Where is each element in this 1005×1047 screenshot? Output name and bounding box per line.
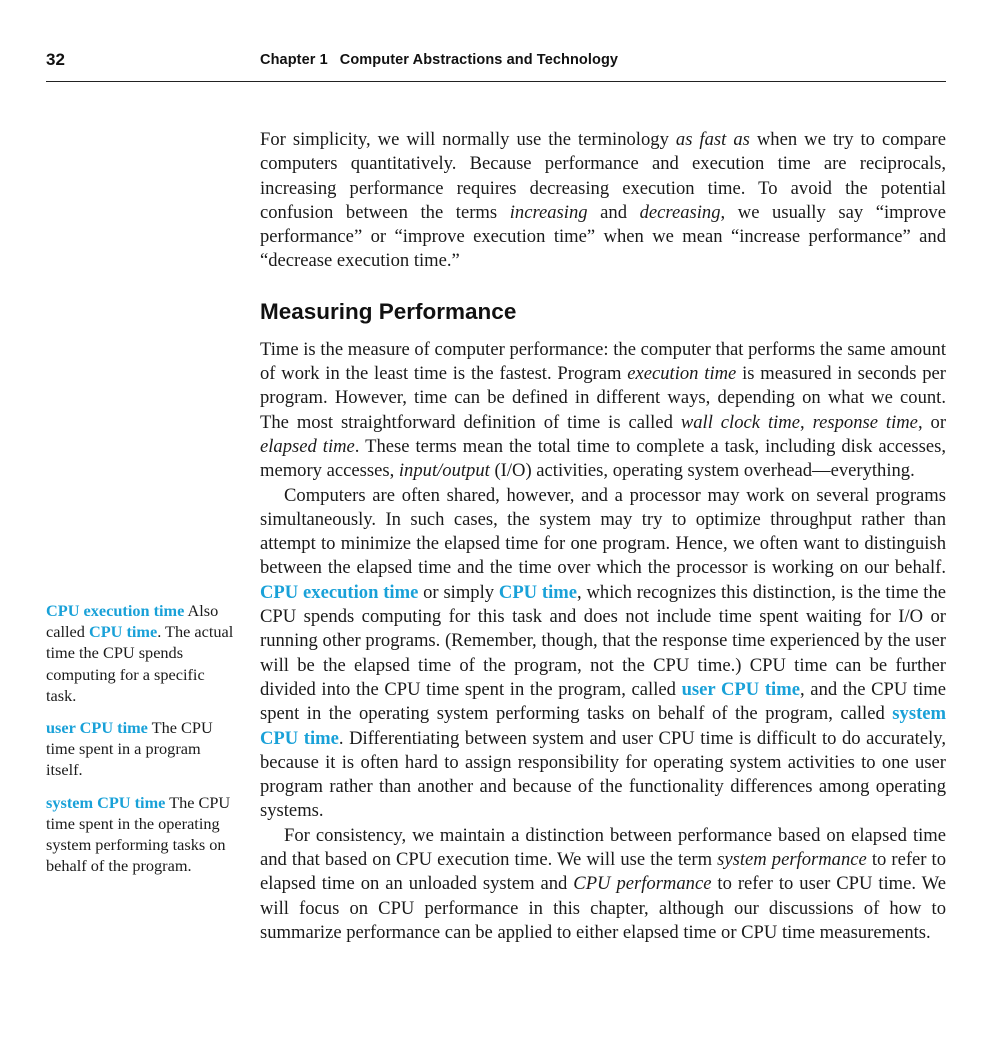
glossary-entry-cpu-execution-time: CPU execution time Also called CPU time. The actual time the CPU spends computing for a specific task. [46, 601, 234, 705]
chapter-title: Computer Abstractions and Technology [339, 52, 619, 68]
header-rule [46, 81, 946, 82]
glossary-entry-user-cpu-time: user CPU time The CPU time spent in a program itself. [46, 718, 213, 780]
chapter-label: Chapter 1 [260, 52, 328, 68]
margin-glossary [46, 600, 236, 887]
intro-paragraph: For simplicity, we will normally use the terminology as fast as when we try to compare computers quantitatively. Because performance and execution time are reciprocals, increasing performance requires decreasing execution time. To avoid the potential confusion between the terms increasing and decreasing, we usually say “improve performance” or “improve execution time” when we mean “increase performance” and “decrease execution time.” [260, 129, 947, 272]
paragraph-1: Time is the measure of computer performance: the computer that performs the same amount of work in the least time is the fastest. Program execution time is measured in seconds per program. However, time can be defined in different ways, depending on what we count. The most straightforward definition of time is called wall clock time, response time, or elapsed time. These terms mean the total time to complete a task, including disk accesses, memory accesses, input/output (I/O) activities, operating system overhead—everything. [260, 338, 947, 482]
key-term-user-cpu-time: user CPU time [681, 678, 800, 700]
running-head [260, 52, 618, 68]
key-term-cpu-time: CPU time [498, 581, 578, 603]
key-term-system-cpu-time: system CPU time [260, 703, 946, 749]
main-text [260, 128, 946, 945]
section-heading: Measuring Performance [260, 298, 517, 324]
paragraph-2: Computers are often shared, however, and a processor may work on several programs simultaneously. In such cases, the system may try to optimize throughput rather than attempt to minimize the elapsed time for one program. Hence, we often want to distinguish between the elapsed time and the time over which the processor is working on our behalf. CPU execution time or simply CPU time, which recognizes this distinction, is the time the CPU spends computing for this task and does not include time spent waiting for I/O or running other programs. (Remember, though, that the response time experienced by the user will be the elapsed time of the program, not the CPU time.) CPU time can be further divided into the CPU time spent in the program, called user CPU time, and the CPU time spent in the operating system performing tasks on behalf of the program, called system CPU time. Differentiating between system and user CPU time is difficult to do accurately, because it is often hard to assign responsibility for operating system activities to one user program rather than another and because of the functionality differences among operating systems. [260, 484, 946, 822]
glossary-entry-system-cpu-time: system CPU time The CPU time spent in the operating system performing tasks on behalf of the program. [46, 792, 231, 876]
page-number: 32 [46, 50, 65, 69]
key-term-cpu-execution-time: CPU execution time [260, 581, 419, 603]
paragraph-3: For consistency, we maintain a distinction between performance based on elapsed time and that based on CPU execution time. We will use the term system performance to refer to elapsed time on an unloaded system and CPU performance to refer to user CPU time. We will focus on CPU performance in this chapter, although our discussions of how to summarize performance can be applied to either elapsed time or CPU time measurements. [260, 824, 946, 943]
